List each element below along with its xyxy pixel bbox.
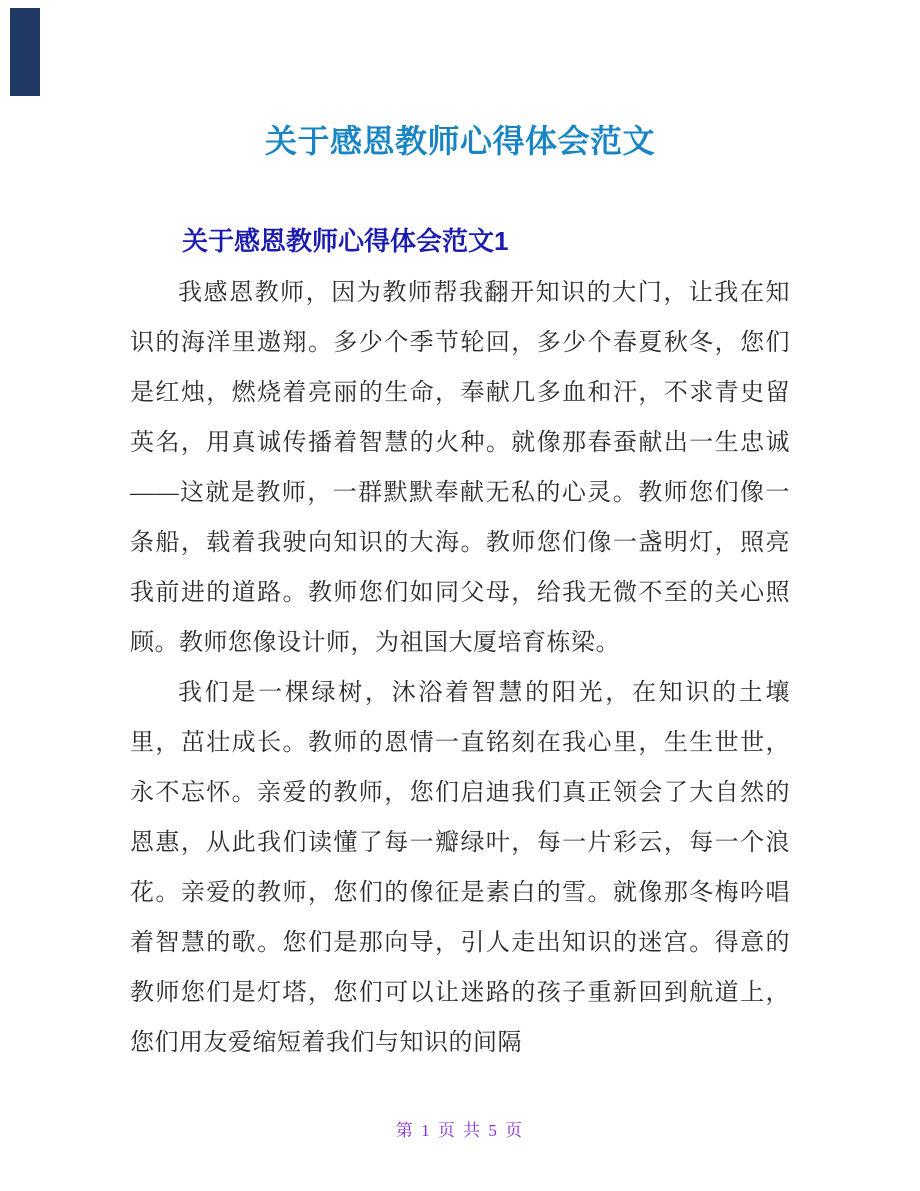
document-body: [130, 268, 790, 1068]
corner-bookmark-bar: [10, 8, 40, 96]
document-title: 关于感恩教师心得体会范文: [264, 123, 655, 159]
body-paragraph: 我感恩教师，因为教师帮我翻开知识的大门，让我在知识的海洋里遨翔。多少个季节轮回，多少个春夏秋冬，您们是红烛，燃烧着亮丽的生命，奉献几多血和汗，不求青史留英名，用真诚传播着智慧的火种。就像那春蚕献出一生忠诚——这就是教师，一群默默奉献无私的心灵。教师您们像一条船，载着我驶向知识的大海。教师您们像一盏明灯，照亮我前进的道路。教师您们如同父母，给我无微不至的关心照顾。教师您像设计师，为祖国大厦培育栋梁。: [130, 280, 790, 656]
page-number-footer: 第 1 页 共 5 页: [395, 1121, 525, 1140]
body-paragraph: 我们是一棵绿树，沐浴着智慧的阳光，在知识的土壤里，茁壮成长。教师的恩情一直铭刻在我心里，生生世世，永不忘怀。亲爱的教师，您们启迪我们真正领会了大自然的恩惠，从此我们读懂了每一瓣绿叶，每一片彩云，每一个浪花。亲爱的教师，您们的像征是素白的雪。就像那冬梅吟唱着智慧的歌。您们是那向导，引人走出知识的迷宫。得意的教师您们是灯塔，您们可以让迷路的孩子重新回到航道上，您们用友爱缩短着我们与知识的间隔: [130, 680, 790, 1056]
section-heading: 关于感恩教师心得体会范文1: [182, 226, 509, 256]
